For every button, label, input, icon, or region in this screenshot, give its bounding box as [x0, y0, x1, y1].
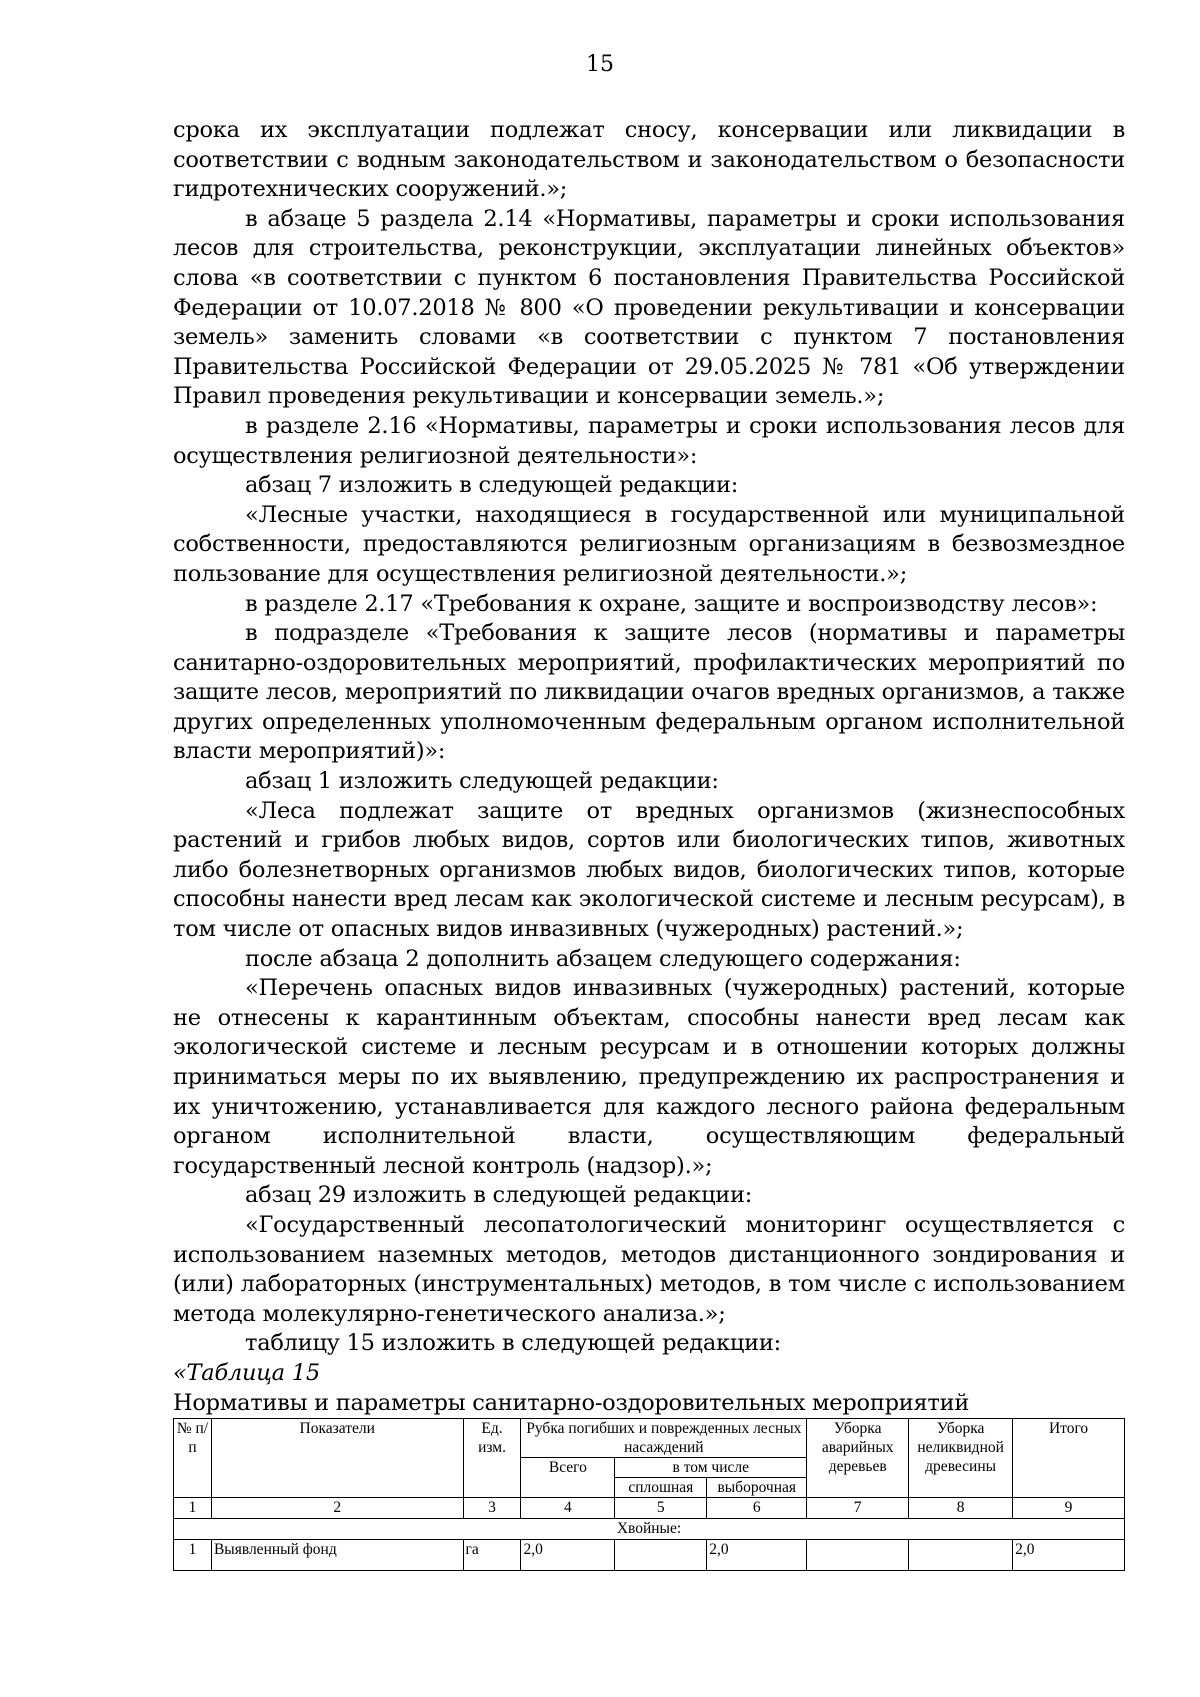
row-clear — [615, 1540, 707, 1571]
paragraph: срока их эксплуатации подлежат сносу, консервации или ликвидации в соответствии с водным законодательством и законодательством о безопасности гидротехнических сооружений.»; — [173, 117, 1125, 203]
header-total: Итого — [1013, 1419, 1125, 1498]
row-selective: 2,0 — [707, 1540, 807, 1571]
column-number-row — [174, 1498, 1125, 1519]
paragraph: в подразделе «Требования к защите лесов (нормативы и параметры санитарно-оздоровительных мероприятий, профилактических мероприятий по защите лесов, мероприятий по ликвидации очагов вредных организмов, а также других определенных уполномоченным федеральным органом исполнительной власти мероприятий)»: — [173, 620, 1125, 765]
row-unit: га — [463, 1540, 521, 1571]
header-illiquid: Уборка неликвидной древесины — [909, 1419, 1013, 1498]
paragraph: «Лесные участки, находящиеся в государственной или муниципальной собственности, предоставляются религиозным организациям в безвозмездное пользование для осуществления религиозной деятельности.»; — [173, 501, 1125, 587]
paragraph: в абзаце 5 раздела 2.14 «Нормативы, параметры и сроки использования лесов для строительства, реконструкции, эксплуатации линейных объектов» слова «в соответствии с пунктом 6 постановления Правительства Российской Федерации от 10.07.2018 № 800 «О проведении рекультивации и консервации земель» заменить словами «в соответствии с пунктом 7 постановления Правительства Российской Федерации от 29.05.2025 № 781 «Об утверждении Правил проведения рекультивации и консервации земель.»; — [173, 205, 1125, 410]
table-label: «Таблица 15 — [173, 1359, 320, 1386]
header-felling: Рубка погибших и поврежденных лесных насаждений — [521, 1419, 807, 1458]
header-indicators: Показатели — [211, 1419, 463, 1498]
row-emergency — [807, 1540, 909, 1571]
table-title: Нормативы и параметры санитарно-оздоровительных мероприятий — [173, 1389, 970, 1416]
group-label: Хвойные: — [174, 1519, 1125, 1540]
column-number: 8 — [909, 1498, 1013, 1519]
row-illiquid — [909, 1540, 1013, 1571]
column-number: 6 — [707, 1498, 807, 1519]
paragraph: «Перечень опасных видов инвазивных (чужеродных) растений, которые не отнесены к карантинным объектам, способны нанести вред лесам как экологической системе и лесным ресурсам и в отношении которых должны приниматься меры по их выявлению, предупреждению их распространения и их уничтожению, устанавливается для каждого лесного района федеральным органом исполнительной власти, осуществляющим федеральный государственный лесной контроль (надзор).»; — [173, 975, 1125, 1179]
paragraph: в разделе 2.16 «Нормативы, параметры и сроки использования лесов для осуществления религиозной деятельности»: — [173, 412, 1125, 469]
column-number: 7 — [807, 1498, 909, 1519]
paragraph: «Государственный лесопатологический мониторинг осуществляется с использованием наземных методов, методов дистанционного зондирования и (или) лабораторных (инструментальных) методов, в том числе с использованием метода молекулярно-генетического анализа.»; — [173, 1211, 1125, 1327]
column-number: 2 — [211, 1498, 463, 1519]
column-number: 3 — [463, 1498, 521, 1519]
paragraph-list — [173, 116, 1125, 1359]
norms-table — [173, 1418, 1125, 1571]
paragraph: после абзаца 2 дополнить абзацем следующего содержания: — [245, 945, 961, 972]
page-number: 15 — [586, 52, 614, 77]
paragraph: «Леса подлежат защите от вредных организмов (жизнеспособных растений и грибов любых видов, сортов или биологических типов, животных либо болезнетворных организмов любых видов, биологических типов, которые способны нанести вред лесам как экологической системе и лесным ресурсам), в том числе от опасных видов инвазивных (чужеродных) растений.»; — [173, 797, 1125, 943]
header-total-felling: Всего — [521, 1458, 615, 1498]
row-num: 1 — [174, 1540, 212, 1571]
header-emergency: Уборка аварийных деревьев — [807, 1419, 909, 1498]
row-total: 2,0 — [1013, 1540, 1125, 1571]
header-unit: Ед. изм. — [463, 1419, 521, 1498]
paragraph: абзац 29 изложить в следующей редакции: — [245, 1182, 753, 1209]
column-number: 1 — [174, 1498, 212, 1519]
document-body — [173, 116, 1125, 1571]
row-total-felling: 2,0 — [521, 1540, 615, 1571]
header-num: № п/п — [174, 1419, 212, 1498]
table-row — [174, 1540, 1125, 1571]
header-selective: выборочная — [707, 1478, 807, 1498]
row-indicator: Выявленный фонд — [211, 1540, 463, 1571]
column-number: 5 — [615, 1498, 707, 1519]
paragraph: абзац 7 изложить в следующей редакции: — [245, 472, 739, 499]
paragraph: таблицу 15 изложить в следующей редакции: — [245, 1330, 781, 1357]
column-number: 9 — [1013, 1498, 1125, 1519]
header-including: в том числе — [615, 1458, 807, 1478]
column-number: 4 — [521, 1498, 615, 1519]
paragraph: в разделе 2.17 «Требования к охране, защите и воспроизводству лесов»: — [245, 590, 1098, 617]
header-clear: сплошная — [615, 1478, 707, 1498]
group-row — [174, 1519, 1125, 1540]
paragraph: абзац 1 изложить следующей редакции: — [245, 768, 719, 795]
